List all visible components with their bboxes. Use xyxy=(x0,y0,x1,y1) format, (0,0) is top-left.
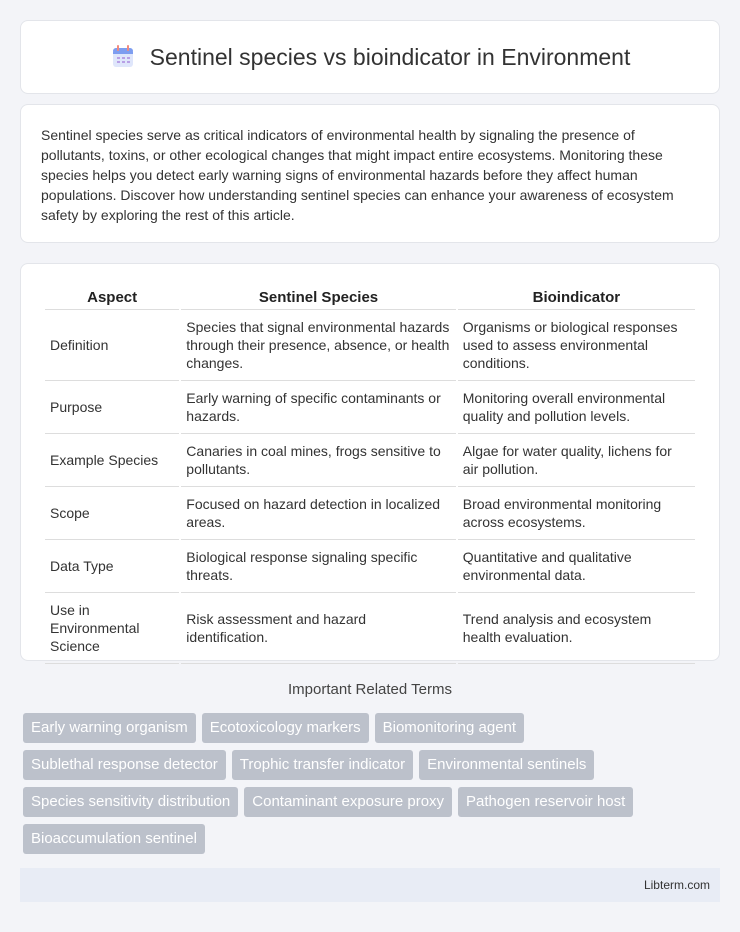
header-card xyxy=(20,20,720,94)
page-title: Sentinel species vs bioindicator in Environment xyxy=(149,43,631,70)
column-header-aspect: Aspect xyxy=(45,286,179,310)
table-cell: Algae for water quality, lichens for air pollution. xyxy=(458,434,695,487)
table-cell: Example Species xyxy=(45,434,179,487)
column-header-bioindicator: Bioindicator xyxy=(458,286,695,310)
footer xyxy=(20,868,720,902)
related-term-tag[interactable]: Pathogen reservoir host xyxy=(458,787,633,817)
related-term-tag[interactable]: Contaminant exposure proxy xyxy=(244,787,452,817)
column-header-sentinel: Sentinel Species xyxy=(181,286,455,310)
site-link[interactable]: Libterm.com xyxy=(643,878,710,892)
related-term-tag[interactable]: Ecotoxicology markers xyxy=(202,713,369,743)
intro-paragraph: Sentinel species serve as critical indicators of environmental health by signaling the presence of pollutants, toxins, or other ecological changes that might impact entire ecosystems. Monitoring these species helps you detect early warning signs of environmental hazards before they affect human populations. Discover how understanding sentinel species can enhance your awareness of ecosystem safety by exploring the rest of this article. xyxy=(41,127,674,223)
table-cell: Trend analysis and ecosystem health evaluation. xyxy=(458,593,695,664)
table-row xyxy=(45,593,695,664)
related-terms-list xyxy=(23,713,723,854)
table-cell: Early warning of specific contaminants or hazards. xyxy=(181,381,455,434)
table-cell: Organisms or biological responses used to assess environmental conditions. xyxy=(458,310,695,381)
table-row xyxy=(45,381,695,434)
document-icon xyxy=(110,44,136,70)
related-term-tag[interactable]: Bioaccumulation sentinel xyxy=(23,824,205,854)
table-cell: Quantitative and qualitative environmental data. xyxy=(458,540,695,593)
related-term-tag[interactable]: Species sensitivity distribution xyxy=(23,787,238,817)
related-term-tag[interactable]: Biomonitoring agent xyxy=(375,713,524,743)
comparison-card xyxy=(20,263,720,661)
table-cell: Canaries in coal mines, frogs sensitive to pollutants. xyxy=(181,434,455,487)
table-cell: Broad environmental monitoring across ecosystems. xyxy=(458,487,695,540)
related-term-tag[interactable]: Sublethal response detector xyxy=(23,750,226,780)
table-cell: Scope xyxy=(45,487,179,540)
related-term-tag[interactable]: Trophic transfer indicator xyxy=(232,750,413,780)
table-cell: Focused on hazard detection in localized areas. xyxy=(181,487,455,540)
related-term-tag[interactable]: Early warning organism xyxy=(23,713,196,743)
table-cell: Data Type xyxy=(45,540,179,593)
table-row xyxy=(45,310,695,381)
intro-card xyxy=(20,104,720,243)
related-terms-heading: Important Related Terms xyxy=(288,681,452,698)
table-cell: Risk assessment and hazard identification. xyxy=(181,593,455,664)
related-term-tag[interactable]: Environmental sentinels xyxy=(419,750,594,780)
table-row xyxy=(45,434,695,487)
table-row xyxy=(45,487,695,540)
comparison-table xyxy=(43,286,697,664)
table-cell: Definition xyxy=(45,310,179,381)
table-cell: Use in Environmental Science xyxy=(45,593,179,664)
table-header-row xyxy=(45,286,695,310)
table-cell: Species that signal environmental hazards through their presence, absence, or health changes. xyxy=(181,310,455,381)
table-cell: Biological response signaling specific threats. xyxy=(181,540,455,593)
header xyxy=(110,44,631,71)
table-cell: Purpose xyxy=(45,381,179,434)
table-row xyxy=(45,540,695,593)
table-cell: Monitoring overall environmental quality and pollution levels. xyxy=(458,381,695,434)
